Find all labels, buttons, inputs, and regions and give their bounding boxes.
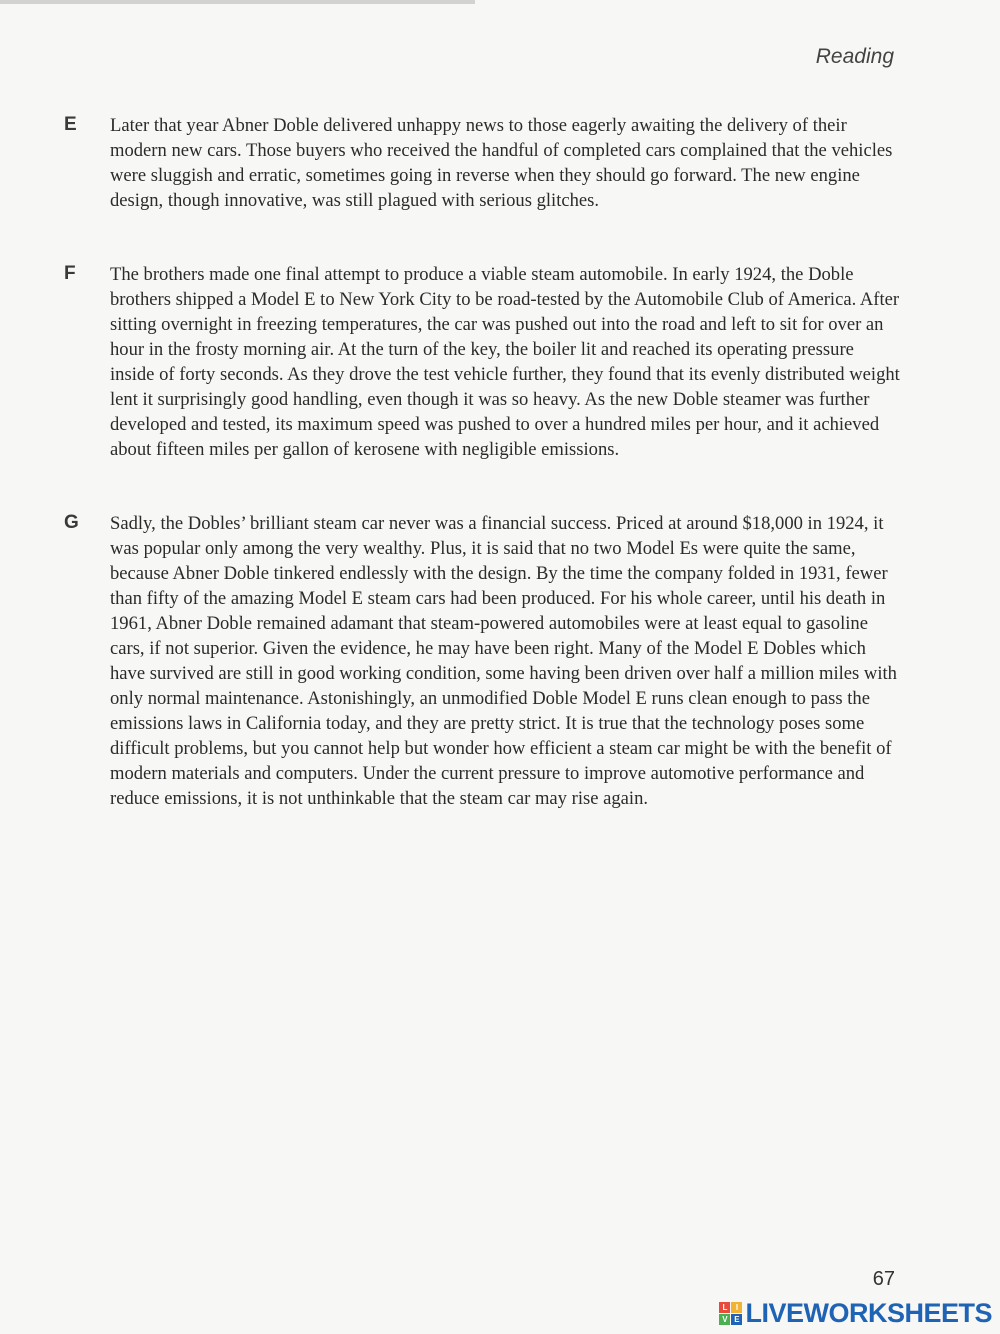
logo-icon-tile: E xyxy=(731,1314,742,1325)
liveworksheets-icon xyxy=(719,1302,742,1325)
paragraph-text: Later that year Abner Doble delivered unhappy news to those eagerly awaiting the delivery of their modern new cars. Those buyers who received the handful of completed cars complained that the vehicles were sluggish and erratic, sometimes going in reverse when they should go forward. The new engine design, though innovative, was still plagued with serious glitches. xyxy=(110,115,893,211)
section-header: Reading xyxy=(815,45,894,68)
liveworksheets-logo[interactable] xyxy=(719,1298,992,1329)
paragraph-letter: E xyxy=(64,114,77,135)
paragraph-text: Sadly, the Dobles’ brilliant steam car never was a financial success. Priced at around $18,000 in 1924, it was popular only among the very wealthy. Plus, it is said that no two Model Es were quite the same, because Abner Doble tinkered endlessly with the design. By the time the company folded in 1931, fewer than fifty of the amazing Model E steam cars had been produced. For his whole career, until his death in 1961, Abner Doble remained adamant that steam-powered automobiles were at least equal to gasoline cars, if not superior. Given the evidence, he may have been right. Many of the Model E Dobles which have survived are still in good working condition, some having been driven over half a million miles with only normal maintenance. Astonishingly, an unmodified Doble Model E runs clean enough to pass the emissions laws in California today, and they are pretty strict. It is true that the technology poses some difficult problems, but you cannot help but wonder how efficient a steam car might be with the benefit of modern materials and computers. Under the current pressure to improve automotive performance and reduce emissions, it is not unthinkable that the steam car may rise again. xyxy=(110,513,897,809)
paragraph-g xyxy=(64,511,900,811)
logo-icon-tile: V xyxy=(719,1314,730,1325)
paragraph-f xyxy=(64,262,900,462)
paragraph-text: The brothers made one final attempt to produce a viable steam automobile. In early 1924, the Doble brothers shipped a Model E to New York City to be road-tested by the Automobile Club of America. After sitting overnight in freezing temperatures, the car was pushed out into the road and left to sit for over an hour in the frosty morning air. At the turn of the key, the boiler lit and reached its operating pressure inside of forty seconds. As they drove the test vehicle further, they found that its evenly distributed weight lent it surprisingly good handling, even though it was so heavy. As the new Doble steamer was further developed and tested, its maximum speed was pushed to over a hundred miles per hour, and it achieved about fifteen miles per gallon of kerosene with negligible emissions. xyxy=(110,264,900,460)
logo-text: LIVEWORKSHEETS xyxy=(745,1298,992,1328)
paragraph-e xyxy=(64,113,900,213)
top-edge-rule xyxy=(0,0,475,4)
logo-icon-tile: L xyxy=(719,1302,730,1313)
logo-icon-tile: I xyxy=(731,1302,742,1313)
paragraph-letter: G xyxy=(64,512,79,533)
paragraph-letter: F xyxy=(64,263,76,284)
page-number: 67 xyxy=(872,1268,895,1290)
